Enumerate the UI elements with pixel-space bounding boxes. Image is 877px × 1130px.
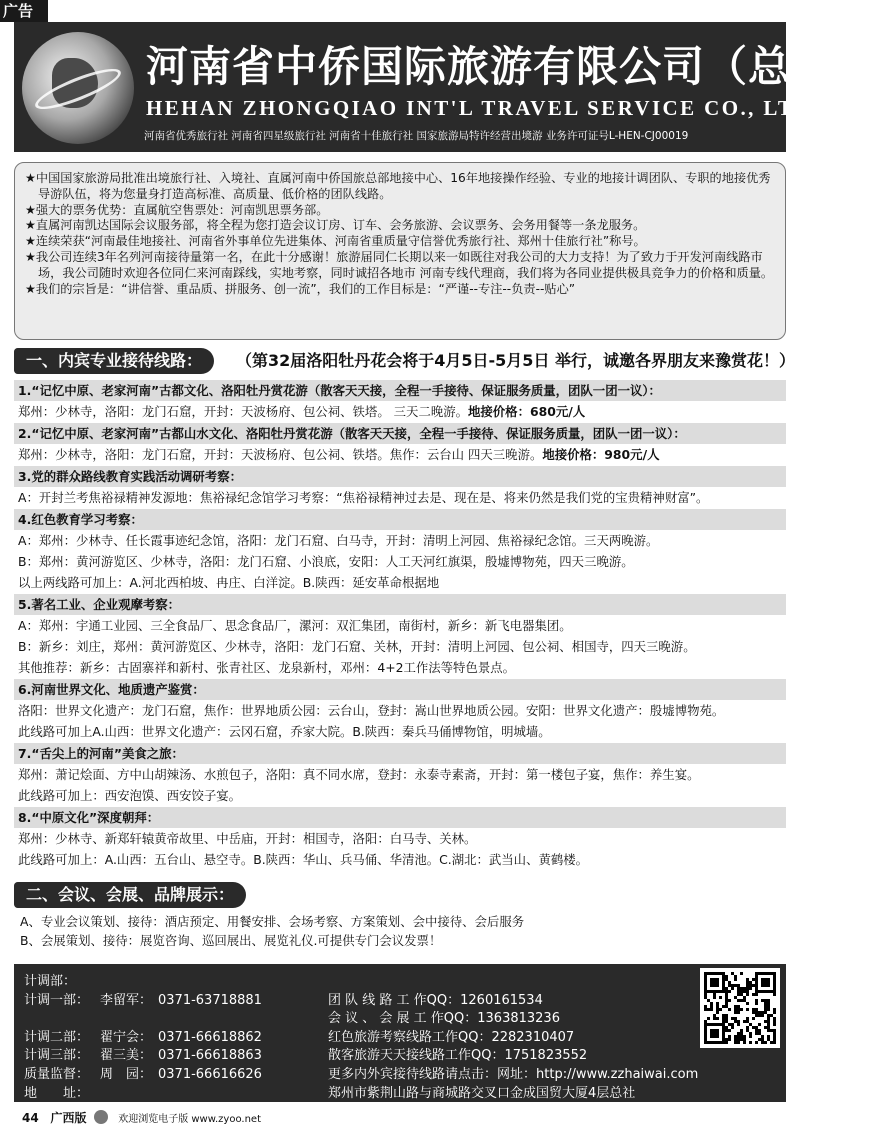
route-line xyxy=(14,657,786,678)
route-title: 4.红色教育学习考察： xyxy=(14,509,786,530)
route-item xyxy=(14,466,786,508)
route-line xyxy=(14,764,786,785)
contact-label: 计调三部： xyxy=(24,1048,90,1064)
route-line-text: 洛阳：世界文化遗产：龙门石窟，焦作：世界地质公园：云台山，登封：嵩山世界地质公园。安阳：世界文化遗产：殷墟博物苑。 xyxy=(18,703,725,718)
route-line-text: A：郑州：少林寺、任长霞事迹纪念馆，洛阳：龙门石窟、白马寺，开封：清明上河园、焦裕禄纪念馆。三天两晚游。 xyxy=(18,533,659,548)
route-item xyxy=(14,679,786,742)
route-line xyxy=(14,572,786,593)
route-title: 2.“记忆中原、老家河南”古都山水文化、洛阳牡丹赏花游（散客天天接，全程一手接待、保证服务质量，团队一团一议）： xyxy=(14,423,786,444)
contact-row xyxy=(24,1026,574,1045)
route-line xyxy=(14,785,786,806)
route-line-text: 此线路可加上：A.山西：五台山、悬空寺。B.陕西：华山、兵马俑、华清池。C.湖北：武当山、黄鹤楼。 xyxy=(18,852,589,867)
section-2-label: 二、会议、会展、品牌展示： xyxy=(14,882,246,908)
route-item xyxy=(14,807,786,870)
footer-note: 欢迎浏览电子版 www.zyoo.net xyxy=(118,1114,261,1125)
route-line xyxy=(14,487,786,508)
contact-row xyxy=(24,989,543,1008)
contact-name: 李留军： xyxy=(100,992,153,1008)
contact-name: 周 园： xyxy=(100,1067,153,1082)
contact-value: 1260161534 xyxy=(460,992,543,1008)
company-credentials: 河南省优秀旅行社 河南省四星级旅行社 河南省十佳旅行社 国家旅游局特许经营出境游 业务许可证号L-HEN-CJ00019 xyxy=(144,130,689,142)
route-title: 7.“舌尖上的河南”美食之旅： xyxy=(14,743,786,764)
contact-panel xyxy=(14,964,786,1102)
route-line-text: 郑州：少林寺，洛阳：龙门石窟，开封：天波杨府、包公祠、铁塔。焦作：云台山 四天三晚游。 xyxy=(18,447,543,462)
route-line xyxy=(14,636,786,657)
route-price: 地接价格：680元/人 xyxy=(468,404,586,419)
intro-item: ★强大的票务优势：直属航空售票处：河南凯思票务部。 xyxy=(25,202,329,217)
route-line-text: B：郑州：黄河游览区、少林寺，洛阳：龙门石窟、小浪底，安阳：人工天河红旗渠，殷墟博物苑，四天三晚游。 xyxy=(18,554,634,569)
edition-label: 广西版 xyxy=(50,1111,87,1125)
route-line xyxy=(14,828,786,849)
route-line-text: B：新乡：刘庄，郑州：黄河游览区、少林寺，洛阳：龙门石窟、关林，开封：清明上河园、包公祠、相国寺，四天三晚游。 xyxy=(18,639,696,654)
contact-row xyxy=(24,1082,635,1101)
route-item xyxy=(14,743,786,806)
contact-phone: 0371-66618863 xyxy=(158,1048,262,1064)
intro-item: ★我公司连续3年名列河南接待量第一名，在此十分感谢！旅游届同仁长期以来一如既往对我公司的大力支持！为了致力于开发河南线路市场，我公司随时欢迎各位同仁来河南踩线，实地考察，同时诚招各地市 河南专线代理商，我们将为各同业提供极具竞争力的价格和质量。 xyxy=(25,249,774,280)
intro-box xyxy=(14,162,786,340)
route-line-text: 郑州：萧记烩面、方中山胡辣汤、水煎包子，洛阳：真不同水席，登封：永泰寺素斋，开封：第一楼包子宴，焦作：养生宴。 xyxy=(18,767,700,782)
route-item xyxy=(14,423,786,465)
route-line-text: 以上两线路可加上：A.河北西柏坡、冉庄、白洋淀。B.陕西：延安革命根据地 xyxy=(18,575,440,590)
contact-value[interactable]: http://www.zzhaiwai.com xyxy=(536,1067,699,1082)
intro-item: ★直属河南凯达国际会议服务部，将全程为您打造会议订房、订车、会务旅游、会议票务、会务用餐等一条龙服务。 xyxy=(25,218,646,233)
route-title: 6.河南世界文化、地质遗产鉴赏： xyxy=(14,679,786,700)
contact-label: 计调二部： xyxy=(24,1029,90,1045)
route-title: 1.“记忆中原、老家河南”古都文化、洛阳牡丹赏花游（散客天天接，全程一手接待、保证服务质量，团队一团一议）： xyxy=(14,380,786,401)
route-line xyxy=(14,551,786,572)
route-title: 5.著名工业、企业观摩考察： xyxy=(14,594,786,615)
service-item: B、会展策划、接待：展览咨询、巡回展出、展览礼仪.可提供专门会议发票！ xyxy=(20,933,442,948)
section-1-tagline: （第32届洛阳牡丹花会将于4月5日-5月5日 举行，诚邀各界朋友来豫赏花！） xyxy=(236,351,796,370)
route-line-text: A：郑州：宇通工业园、三全食品厂、思念食品厂，漯河：双汇集团，南街村，新乡：新飞电器集团。 xyxy=(18,618,572,633)
contact-name: 翟三美： xyxy=(100,1048,153,1064)
service-item: A、专业会议策划、接待：酒店预定、用餐安排、会场考察、方案策划、会中接待、会后服务 xyxy=(20,914,525,929)
section-1-label: 一、内宾专业接待线路： xyxy=(14,348,214,374)
contact-row xyxy=(24,1063,698,1082)
section-2-list xyxy=(14,912,786,950)
contact-phone: 0371-63718881 xyxy=(158,992,262,1008)
contact-desc: 会 议 、 会 展 工 作QQ： xyxy=(328,1011,478,1027)
intro-item: ★中国国家旅游局批准出境旅行社、入境社、直属河南中侨国旅总部地接中心、16年地接操作经验、专业的地接计调团队、专职的地接优秀导游队伍，将为您量身打造高标准、高质量、低价格的团队线路。 xyxy=(25,171,771,201)
edition-badge-icon xyxy=(94,1110,108,1124)
qr-code-icon[interactable] xyxy=(700,968,780,1048)
route-line xyxy=(14,721,786,742)
contact-label: 计调一部： xyxy=(24,992,90,1008)
contact-row xyxy=(24,970,328,989)
route-item xyxy=(14,380,786,422)
route-line xyxy=(14,700,786,721)
contact-phone: 0371-66616626 xyxy=(158,1067,262,1082)
contact-value: 1751823552 xyxy=(504,1048,588,1064)
route-line-text: 此线路可加上：西安泡馍、西安饺子宴。 xyxy=(18,788,242,803)
contact-desc: 郑州市紫荆山路与商城路交叉口金成国贸大厦4层总社 xyxy=(328,1085,636,1101)
route-item xyxy=(14,594,786,678)
globe-logo-icon xyxy=(22,32,134,144)
company-name-cn: 河南省中侨国际旅游有限公司（总社） xyxy=(146,42,877,91)
contact-value: 1363813236 xyxy=(477,1011,560,1027)
contact-desc: 更多内外宾接待线路请点击：网址： xyxy=(328,1067,537,1082)
contact-desc: 散客旅游天天接线路工作QQ： xyxy=(328,1048,505,1064)
route-line xyxy=(14,444,786,465)
contact-value: 2282310407 xyxy=(491,1029,575,1045)
route-line-text: 郑州：少林寺、新郑轩辕黄帝故里、中岳庙，开封：相国寺，洛阳：白马寺、关林。 xyxy=(18,831,477,846)
page-footer xyxy=(0,1108,800,1128)
ad-label: 广告 xyxy=(0,0,48,22)
contact-row xyxy=(24,1007,560,1026)
route-line-text: A：开封兰考焦裕禄精神发源地：焦裕禄纪念馆学习考察：“焦裕禄精神过去是、现在是、将来仍然是我们党的宝贵精神财富”。 xyxy=(18,490,709,505)
route-line xyxy=(14,530,786,551)
route-title: 8.“中原文化”深度朝拜： xyxy=(14,807,786,828)
contact-desc: 团 队 线 路 工 作QQ： xyxy=(328,992,461,1008)
intro-item: ★连续荣获“河南最佳地接社、河南省外事单位先进集体、河南省重质量守信誉优秀旅行社、郑州十佳旅行社”称号。 xyxy=(25,234,646,249)
route-line xyxy=(14,401,786,422)
page-number: 44 xyxy=(22,1111,39,1125)
contact-row xyxy=(24,1044,587,1063)
intro-item: ★我们的宗旨是：“讲信誉、重品质、拼服务、创一流”，我们的工作目标是：“严谨--专注--负责--贴心” xyxy=(25,281,576,296)
contact-label: 地 址： xyxy=(24,1085,90,1101)
contact-label: 计调部： xyxy=(24,974,77,989)
route-line-text: 郑州：少林寺，洛阳：龙门石窟，开封：天波杨府、包公祠、铁塔。 三天二晚游。 xyxy=(18,404,469,419)
route-line-text: 其他推荐：新乡：古固寨祥和新村、张青社区、龙泉新村，邓州：4+2工作法等特色景点。 xyxy=(18,660,515,675)
contact-label: 质量监督： xyxy=(24,1067,90,1082)
route-line-text: 此线路可加上A.山西：世界文化遗产：云冈石窟，乔家大院。B.陕西：秦兵马俑博物馆，明城墙。 xyxy=(18,724,551,739)
contact-phone: 0371-66618862 xyxy=(158,1029,262,1045)
contact-desc: 红色旅游考察线路工作QQ： xyxy=(328,1029,492,1045)
route-item xyxy=(14,509,786,593)
route-line xyxy=(14,615,786,636)
company-header xyxy=(14,22,877,152)
company-name-en: HEHAN ZHONGQIAO INT'L TRAVEL SERVICE CO., LTD xyxy=(146,96,812,120)
contact-name: 翟宁会： xyxy=(100,1029,153,1045)
route-price: 地接价格：980元/人 xyxy=(542,447,660,462)
route-title: 3.党的群众路线教育实践活动调研考察： xyxy=(14,466,786,487)
route-line xyxy=(14,849,786,870)
